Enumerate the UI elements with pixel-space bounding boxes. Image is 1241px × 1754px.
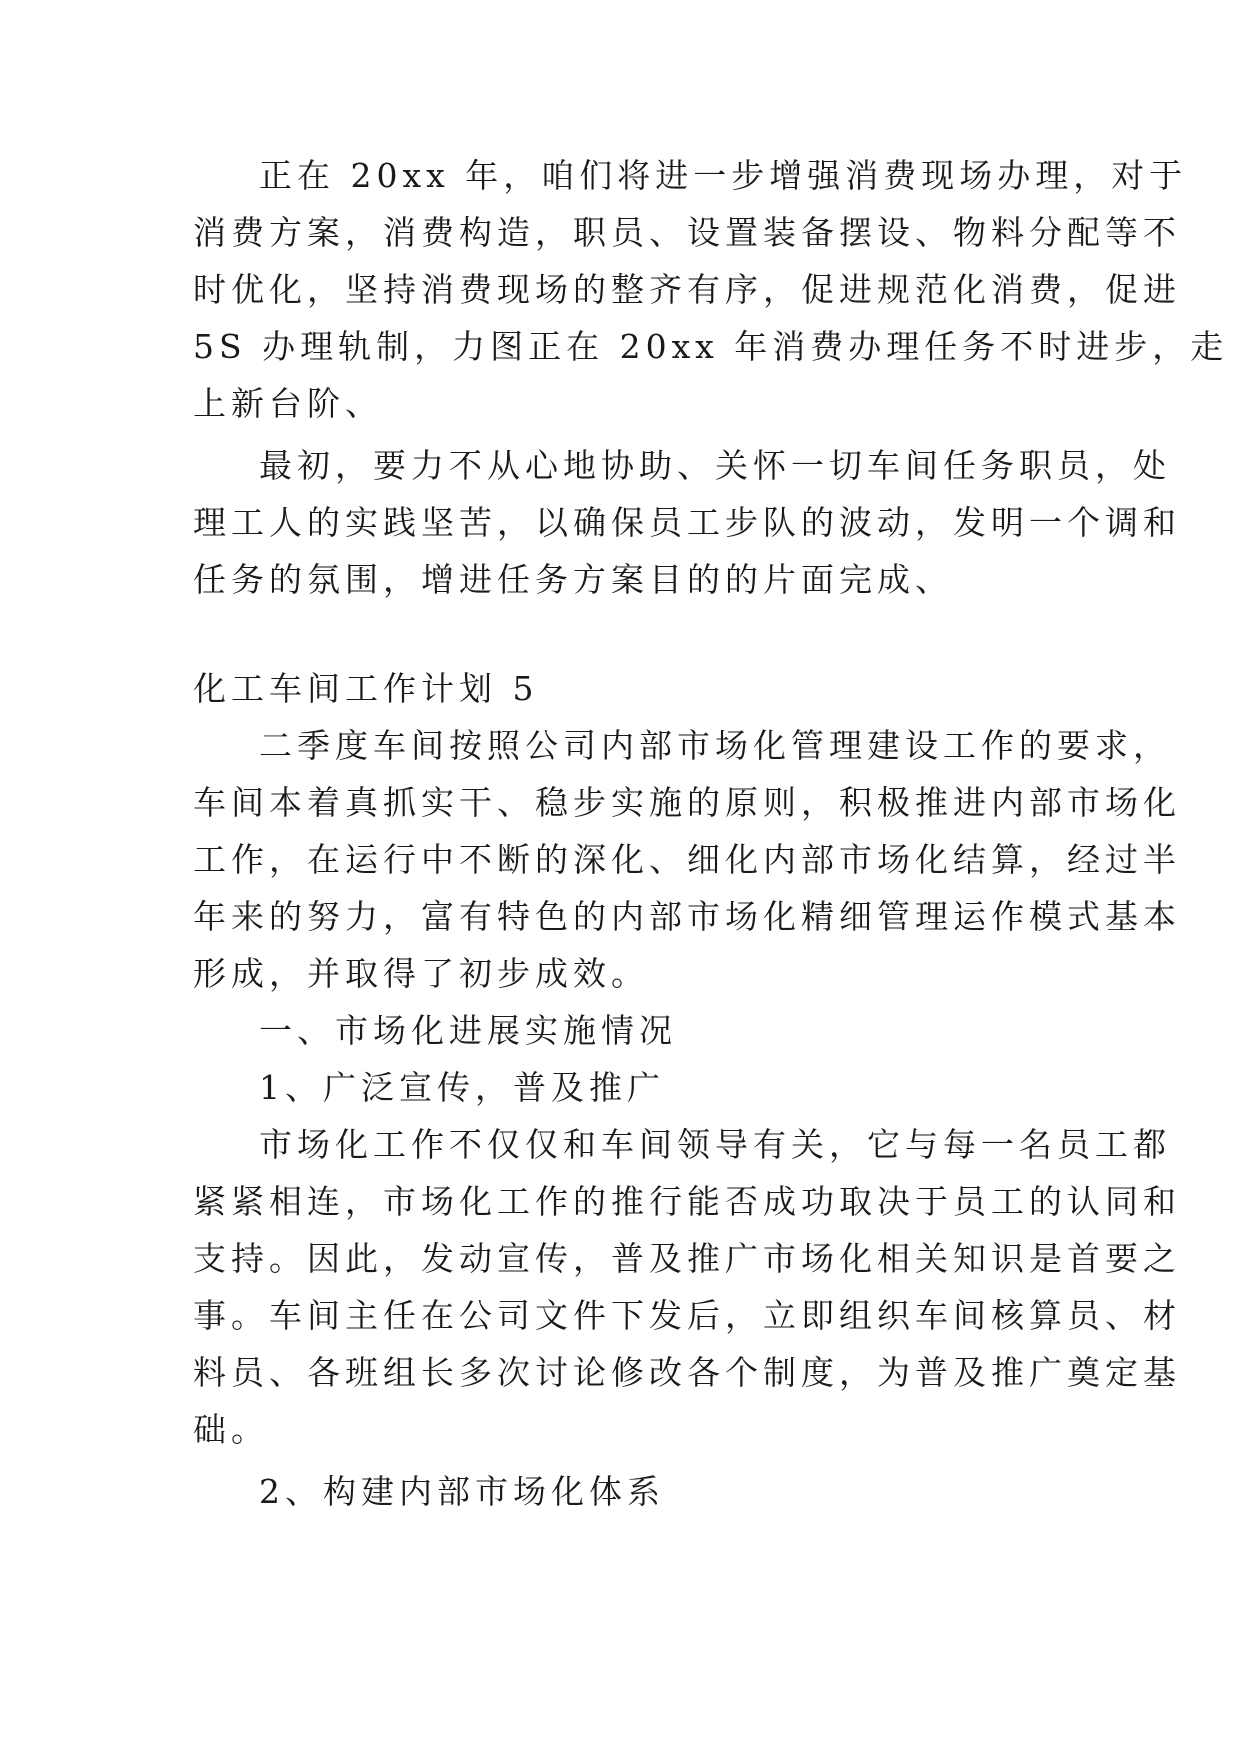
para4-line-2: 紧紧相连，市场化工作的推行能否成功取决于员工的认同和 bbox=[193, 1182, 1181, 1221]
para4-line-1: 市场化工作不仅仅和车间领导有关，它与每一名员工都 bbox=[259, 1125, 1171, 1164]
heading-1: 一、市场化进展实施情况 bbox=[259, 1011, 677, 1050]
para3-line-1: 二季度车间按照公司内部市场化管理建设工作的要求， bbox=[259, 726, 1171, 765]
para2-line-2: 理工人的实践坚苦，以确保员工步队的波动，发明一个调和 bbox=[193, 503, 1181, 542]
subheading-2: 2、构建内部市场化体系 bbox=[259, 1472, 665, 1511]
para4-line-4: 事。车间主任在公司文件下发后，立即组织车间核算员、材 bbox=[193, 1296, 1181, 1335]
para3-line-5: 形成，并取得了初步成效。 bbox=[193, 954, 649, 993]
para4-line-6: 础。 bbox=[193, 1410, 269, 1449]
para4-line-3: 支持。因此，发动宣传，普及推广市场化相关知识是首要之 bbox=[193, 1239, 1181, 1278]
para3-line-4: 年来的努力，富有特色的内部市场化精细管理运作模式基本 bbox=[193, 897, 1181, 936]
para1-line-2: 消费方案，消费构造，职员、设置装备摆设、物料分配等不 bbox=[193, 213, 1181, 252]
para1-line-4: 5S 办理轨制，力图正在 20xx 年消费办理任务不时进步，走 bbox=[193, 327, 1229, 366]
para1-line-3: 时优化，坚持消费现场的整齐有序，促进规范化消费，促进 bbox=[193, 270, 1181, 309]
para3-line-2: 车间本着真抓实干、稳步实施的原则，积极推进内部市场化 bbox=[193, 783, 1181, 822]
section-title: 化工车间工作计划 5 bbox=[193, 669, 539, 708]
subheading-1: 1、广泛宣传，普及推广 bbox=[259, 1068, 665, 1107]
para2-line-3: 任务的氛围，增进任务方案目的的片面完成、 bbox=[193, 560, 953, 599]
para3-line-3: 工作，在运行中不断的深化、细化内部市场化结算，经过半 bbox=[193, 840, 1181, 879]
para4-line-5: 料员、各班组长多次讨论修改各个制度，为普及推广奠定基 bbox=[193, 1353, 1181, 1392]
para1-line-5: 上新台阶、 bbox=[193, 384, 383, 423]
para1-line-1: 正在 20xx 年，咱们将进一步增强消费现场办理，对于 bbox=[259, 156, 1188, 195]
para2-line-1: 最初，要力不从心地协助、关怀一切车间任务职员，处 bbox=[259, 446, 1171, 485]
